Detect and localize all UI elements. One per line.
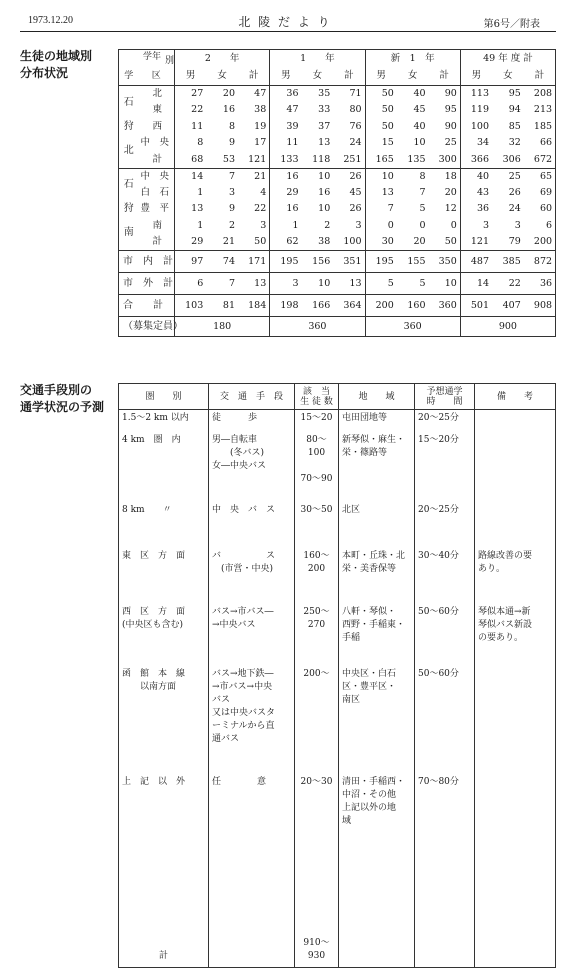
cell-value: 36 — [524, 273, 556, 295]
total-label: 市 内 計 — [119, 251, 175, 273]
cell-region: 中央区・白石 区・豊平区・ 南区 — [339, 666, 415, 774]
cell-count: 160〜200 — [295, 548, 339, 604]
cell-value: 14 — [460, 273, 492, 295]
column-header: 備 考 — [475, 384, 556, 410]
cell-value: 40 — [413, 120, 426, 132]
data-row — [119, 218, 556, 235]
column-header: 該 当 生 徒 数 — [295, 384, 339, 410]
data-row — [119, 185, 556, 202]
row-label: 東 — [152, 104, 162, 116]
cell-value: 6 — [524, 218, 556, 235]
page-header — [0, 10, 570, 32]
cell-value: 45 — [413, 104, 426, 116]
cell-value: 350 — [429, 251, 461, 273]
cell-value: 34 — [460, 135, 492, 152]
quota-value: 360 — [270, 317, 365, 337]
cell-value: 18 — [429, 168, 461, 185]
cell-time — [415, 914, 475, 968]
cell-value: 37 — [318, 120, 331, 132]
cell-value: 1 — [270, 218, 302, 235]
column-header: 予想通学 時 間 — [415, 384, 475, 410]
cell-means: バス→地下鉄― →市バス→中央 バス 又は中央バスタ ーミナルから直 通バス — [209, 666, 295, 774]
cell-value: 60 — [524, 201, 556, 218]
cell-value: 38 — [254, 104, 267, 116]
cell-value: 385 — [492, 251, 524, 273]
cell-value: 36 — [460, 201, 492, 218]
cell-region: 八軒・琴似・ 西野・手稲東・ 手稲 — [339, 604, 415, 666]
cell-value: 3 — [355, 219, 362, 231]
cell-area: 東 区 方 面 — [119, 548, 209, 604]
cell-value: 76 — [349, 120, 362, 132]
cell-value: 100 — [333, 234, 365, 251]
cell-means: 中 央 バ ス — [209, 502, 295, 548]
cell-note: 琴似本通→新 琴似バス新設 の要あり。 — [475, 604, 556, 666]
cell-value: 66 — [524, 135, 556, 152]
cell-value: 50 — [365, 119, 397, 136]
cell-value: 16 — [318, 186, 331, 198]
cell-value: 95 — [492, 86, 524, 103]
cell-value: 366 — [460, 152, 492, 169]
cell-value: 156 — [302, 251, 334, 273]
distribution-table — [118, 49, 556, 337]
cell-value: 1 — [175, 185, 207, 202]
column-header: 地 域 — [339, 384, 415, 410]
cell-value: 40 — [460, 168, 492, 185]
cell-value: 8 — [228, 120, 235, 132]
cell-value: 3 — [260, 219, 267, 231]
table-row — [119, 604, 556, 666]
cell-value: 24 — [349, 137, 362, 149]
corner-bottom: 区 — [139, 68, 175, 86]
cell-value: 7 — [365, 201, 397, 218]
gender-header: 女 — [397, 68, 429, 86]
cell-time: 20〜25分 — [415, 410, 475, 432]
cell-value: 0 — [450, 219, 457, 231]
cell-value: 26 — [508, 186, 521, 198]
cell-value: 4 — [260, 186, 267, 198]
cell-count: 250〜270 — [295, 604, 339, 666]
cell-value: 13 — [318, 137, 331, 149]
cell-count: 20〜30 — [295, 774, 339, 914]
cell-value: 22 — [175, 102, 207, 119]
row-label: 豊 平 — [140, 203, 170, 215]
cell-value: 16 — [270, 168, 302, 185]
total-row — [119, 251, 556, 273]
gender-header: 女 — [492, 68, 524, 86]
gender-header: 計 — [238, 68, 270, 86]
cell-value: 29 — [270, 185, 302, 202]
gender-header: 計 — [333, 68, 365, 86]
column-header: 交 通 手 段 — [209, 384, 295, 410]
cell-value: 135 — [397, 152, 429, 169]
cell-value: 40 — [397, 86, 429, 103]
cell-region: 新琴似・麻生・ 栄・篠路等 — [339, 432, 415, 502]
cell-value: 74 — [206, 251, 238, 273]
cell-value: 11 — [175, 119, 207, 136]
table-row — [119, 666, 556, 774]
cell-value: 872 — [524, 251, 556, 273]
total-row — [119, 295, 556, 317]
table-header-row — [119, 384, 556, 410]
section-title-line: 分布状況 — [20, 66, 69, 80]
column-header: 圏 別 — [119, 384, 209, 410]
district-char: 狩 — [123, 203, 134, 215]
cell-value: 8 — [397, 168, 429, 185]
corner-label-top: 学年 — [143, 52, 162, 62]
year-header: 1 年 — [270, 50, 365, 68]
cell-value: 47 — [238, 86, 270, 103]
cell-value: 26 — [333, 168, 365, 185]
cell-value: 25 — [444, 137, 457, 149]
cell-note — [475, 666, 556, 774]
cell-count: 30〜50 — [295, 502, 339, 548]
cell-value: 27 — [175, 86, 207, 103]
cell-value: 17 — [254, 137, 267, 149]
cell-value: 35 — [302, 86, 334, 103]
cell-value: 39 — [270, 119, 302, 136]
table-row — [119, 502, 556, 548]
total-label: 市 外 計 — [119, 273, 175, 295]
cell-note: 路線改善の要 あり。 — [475, 548, 556, 604]
cell-value: 351 — [333, 251, 365, 273]
cell-value: 6 — [175, 273, 207, 295]
cell-value: 80 — [349, 104, 362, 116]
row-label: 西 — [152, 120, 162, 132]
cell-note — [475, 914, 556, 968]
cell-value: 10 — [429, 273, 461, 295]
table-row — [119, 914, 556, 968]
cell-value: 62 — [270, 234, 302, 251]
row-label: 中 央 — [140, 137, 170, 149]
cell-value: 19 — [254, 120, 267, 132]
cell-value: 16 — [270, 201, 302, 218]
year-header: 2 年 — [175, 50, 270, 68]
quota-value: 360 — [365, 317, 460, 337]
cell-value: 251 — [333, 152, 365, 169]
cell-value: 26 — [349, 203, 362, 215]
data-row — [119, 234, 556, 251]
section-title-line: 通学状況の予測 — [20, 400, 105, 414]
section-title-line: 交通手段別の — [20, 383, 93, 397]
cell-value: 364 — [333, 295, 365, 317]
cell-means: 男―自転車 (冬バス) 女―中央バス — [209, 432, 295, 502]
cell-value: 24 — [508, 203, 521, 215]
cell-value: 208 — [524, 86, 556, 103]
cell-value: 7 — [419, 186, 426, 198]
cell-value: 185 — [524, 119, 556, 136]
cell-value: 22 — [254, 203, 267, 215]
cell-value: 501 — [460, 295, 492, 317]
cell-value: 195 — [270, 251, 302, 273]
cell-count: 910〜930 — [295, 914, 339, 968]
cell-value: 672 — [524, 152, 556, 169]
header-rule — [20, 31, 556, 32]
cell-value: 360 — [429, 295, 461, 317]
total-label: 合 計 — [119, 295, 175, 317]
cell-count: 80〜100 70〜90 — [295, 432, 339, 502]
cell-region: 北区 — [339, 502, 415, 548]
table-row — [119, 774, 556, 914]
cell-value: 119 — [460, 102, 492, 119]
cell-value: 121 — [460, 234, 492, 251]
cell-count: 15〜20 — [295, 410, 339, 432]
table-header-row — [119, 50, 556, 68]
cell-value: 184 — [238, 295, 270, 317]
cell-value: 166 — [302, 295, 334, 317]
row-label: 北 — [139, 86, 175, 103]
cell-value: 103 — [175, 295, 207, 317]
cell-value: 7 — [206, 273, 238, 295]
cell-region: 本町・丘珠・北 栄・美香保等 — [339, 548, 415, 604]
cell-region — [339, 914, 415, 968]
cell-value: 306 — [492, 152, 524, 169]
cell-value: 65 — [524, 168, 556, 185]
cell-value: 10 — [302, 273, 334, 295]
gender-header: 女 — [206, 68, 238, 86]
district-char: 狩 — [123, 120, 134, 132]
table-subheader-row — [119, 68, 556, 86]
cell-value: 155 — [397, 251, 429, 273]
cell-value: 94 — [508, 104, 521, 116]
cell-value: 50 — [429, 234, 461, 251]
cell-value: 10 — [365, 168, 397, 185]
cell-time: 15〜20分 — [415, 432, 475, 502]
row-label: 計 — [139, 234, 175, 251]
cell-means: 任 意 — [209, 774, 295, 914]
cell-value: 16 — [222, 104, 235, 116]
cell-value: 9 — [228, 137, 235, 149]
header-date: 1973.12.20 — [28, 15, 73, 26]
cell-value: 85 — [508, 120, 521, 132]
cell-value: 11 — [270, 135, 302, 152]
table-corner — [119, 50, 175, 68]
cell-value: 407 — [492, 295, 524, 317]
gender-header: 女 — [302, 68, 334, 86]
cell-area: 1.5〜2 km 以内 — [119, 410, 209, 432]
cell-value: 79 — [492, 234, 524, 251]
district-label — [119, 86, 139, 169]
cell-value: 29 — [175, 234, 207, 251]
cell-value: 25 — [492, 168, 524, 185]
cell-value: 38 — [302, 234, 334, 251]
gender-header: 男 — [365, 68, 397, 86]
cell-value: 12 — [444, 203, 457, 215]
cell-value: 113 — [460, 86, 492, 103]
year-header: 新 1 年 — [365, 50, 460, 68]
cell-value: 10 — [302, 168, 334, 185]
cell-value: 9 — [228, 203, 235, 215]
cell-value: 53 — [206, 152, 238, 169]
cell-value: 118 — [302, 152, 334, 169]
cell-area: 函 館 本 線 以南方面 — [119, 666, 209, 774]
cell-value: 13 — [333, 273, 365, 295]
cell-value: 20 — [206, 86, 238, 103]
cell-value: 71 — [333, 86, 365, 103]
cell-value: 7 — [206, 168, 238, 185]
quota-value: 180 — [175, 317, 270, 337]
cell-value: 5 — [397, 273, 429, 295]
cell-value: 32 — [508, 137, 521, 149]
cell-value: 195 — [365, 251, 397, 273]
data-row — [119, 86, 556, 103]
cell-value: 133 — [270, 152, 302, 169]
cell-value: 3 — [460, 218, 492, 235]
cell-value: 300 — [429, 152, 461, 169]
cell-time: 20〜25分 — [415, 502, 475, 548]
header-title: 北 陵 だ よ り — [238, 15, 332, 29]
cell-value: 90 — [429, 86, 461, 103]
cell-value: 3 — [514, 219, 521, 231]
cell-value: 2 — [228, 219, 235, 231]
cell-value: 487 — [460, 251, 492, 273]
cell-value: 3 — [228, 186, 235, 198]
data-row — [119, 135, 556, 152]
district-char: 北 — [123, 144, 134, 156]
cell-value: 21 — [206, 234, 238, 251]
total-row — [119, 273, 556, 295]
gender-header: 計 — [429, 68, 461, 86]
header-issue: 第6号／附表 — [483, 19, 540, 30]
cell-value: 0 — [365, 218, 397, 235]
corner-left: 学 — [119, 68, 139, 86]
cell-time: 70〜80分 — [415, 774, 475, 914]
cell-value: 908 — [524, 295, 556, 317]
cell-value: 198 — [270, 295, 302, 317]
data-row — [119, 201, 556, 218]
cell-value: 2 — [324, 219, 331, 231]
cell-means: バス→市バス― →中央バス — [209, 604, 295, 666]
row-label: 中 央 — [139, 168, 175, 185]
quota-value: 900 — [460, 317, 555, 337]
cell-value: 36 — [270, 86, 302, 103]
cell-value: 20 — [444, 186, 457, 198]
cell-value: 5 — [365, 273, 397, 295]
cell-region: 清田・手稲西・ 中沼・その他 上記以外の地 域 — [339, 774, 415, 914]
cell-means: バ ス (市営・中央) — [209, 548, 295, 604]
cell-value: 13 — [175, 201, 207, 218]
cell-value: 5 — [419, 203, 426, 215]
cell-count: 200〜 — [295, 666, 339, 774]
cell-value: 45 — [349, 186, 362, 198]
cell-value: 10 — [318, 203, 331, 215]
cell-value: 22 — [492, 273, 524, 295]
cell-area: 上 記 以 外 — [119, 774, 209, 914]
cell-value: 3 — [270, 273, 302, 295]
cell-value: 33 — [318, 104, 331, 116]
cell-value: 90 — [444, 120, 457, 132]
district-char: 南 — [123, 227, 134, 239]
gender-header: 男 — [175, 68, 207, 86]
cell-value: 81 — [206, 295, 238, 317]
cell-value: 160 — [397, 295, 429, 317]
cell-value: 10 — [413, 137, 426, 149]
cell-value: 100 — [460, 119, 492, 136]
cell-value: 13 — [238, 273, 270, 295]
cell-time: 30〜40分 — [415, 548, 475, 604]
cell-area: 4 km 圏 内 — [119, 432, 209, 502]
data-row — [119, 168, 556, 185]
cell-value: 30 — [365, 234, 397, 251]
cell-value: 14 — [175, 168, 207, 185]
cell-value: 21 — [238, 168, 270, 185]
cell-means: 徒 歩 — [209, 410, 295, 432]
cell-area: 8 km 〃 — [119, 502, 209, 548]
quota-row — [119, 317, 556, 337]
year-header: 49 年 度 計 — [460, 50, 555, 68]
cell-value: 8 — [175, 135, 207, 152]
cell-time: 50〜60分 — [415, 666, 475, 774]
cell-area: 計 — [119, 914, 209, 968]
cell-value: 50 — [238, 234, 270, 251]
cell-means — [209, 914, 295, 968]
cell-value: 97 — [175, 251, 207, 273]
cell-note — [475, 410, 556, 432]
row-label: 計 — [139, 152, 175, 169]
cell-value: 15 — [365, 135, 397, 152]
section-title-line: 生徒の地域別 — [20, 49, 93, 63]
cell-value: 165 — [365, 152, 397, 169]
district-char: 石 — [123, 96, 134, 108]
data-row — [119, 119, 556, 136]
cell-value: 20 — [397, 234, 429, 251]
district-char: 石 — [123, 179, 134, 191]
data-row — [119, 102, 556, 119]
corner-label-right: 別 — [165, 56, 175, 66]
row-label: 白 石 — [140, 186, 170, 198]
commute-table — [118, 383, 556, 968]
cell-time: 50〜60分 — [415, 604, 475, 666]
cell-value: 200 — [365, 295, 397, 317]
cell-value: 13 — [365, 185, 397, 202]
district-label — [119, 168, 139, 251]
cell-value: 121 — [238, 152, 270, 169]
cell-note — [475, 774, 556, 914]
cell-value: 47 — [270, 102, 302, 119]
gender-header: 男 — [460, 68, 492, 86]
cell-note — [475, 432, 556, 502]
gender-header: 計 — [524, 68, 556, 86]
cell-value: 200 — [524, 234, 556, 251]
cell-value: 50 — [365, 102, 397, 119]
cell-value: 43 — [460, 185, 492, 202]
section-title-commute — [20, 382, 104, 416]
cell-area: 西 区 方 面 (中央区も含む) — [119, 604, 209, 666]
cell-region: 屯田団地等 — [339, 410, 415, 432]
section-title-distribution — [20, 48, 92, 82]
table-row — [119, 410, 556, 432]
table-row — [119, 432, 556, 502]
cell-note — [475, 502, 556, 548]
row-label: 南 — [152, 219, 162, 231]
cell-value: 213 — [524, 102, 556, 119]
table-row — [119, 548, 556, 604]
gender-header: 男 — [270, 68, 302, 86]
cell-value: 171 — [238, 251, 270, 273]
cell-value: 95 — [444, 104, 457, 116]
cell-value: 50 — [365, 86, 397, 103]
quota-label: （募集定員） — [119, 317, 175, 337]
cell-value: 69 — [524, 185, 556, 202]
data-row — [119, 152, 556, 169]
cell-value: 1 — [175, 218, 207, 235]
cell-value: 68 — [175, 152, 207, 169]
cell-value: 0 — [419, 219, 426, 231]
